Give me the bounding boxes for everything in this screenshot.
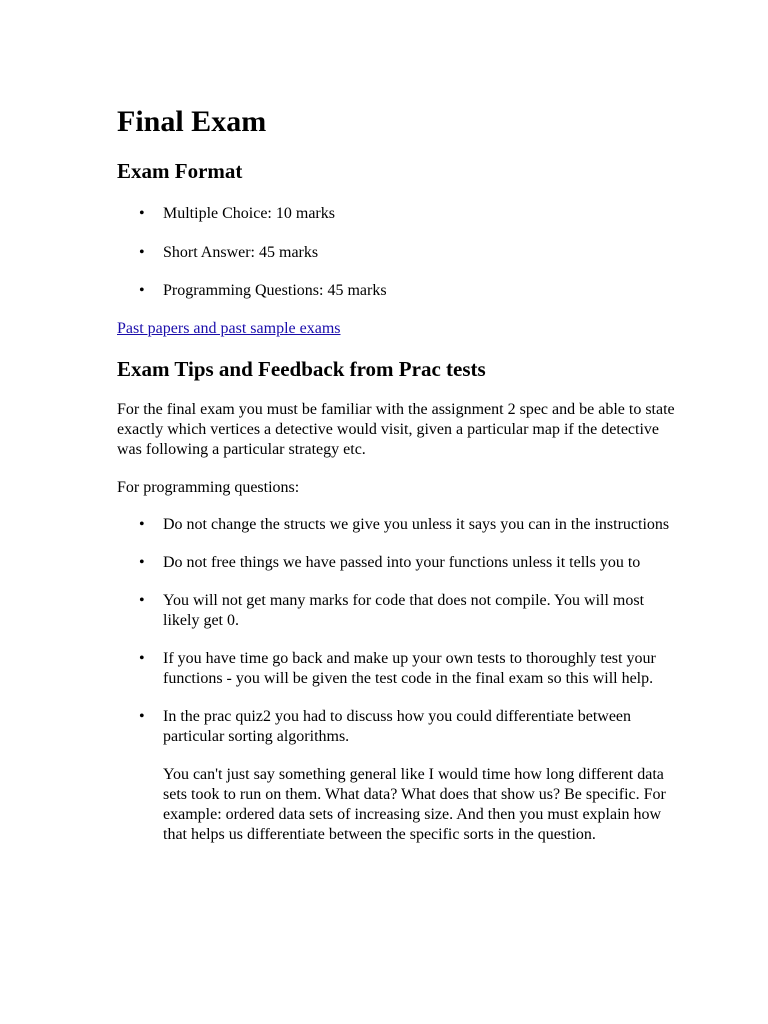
exam-format-heading: Exam Format bbox=[117, 159, 243, 183]
list-item-text: Short Answer: 45 marks bbox=[163, 243, 319, 261]
bullet-icon: • bbox=[139, 515, 145, 533]
list-item-text: You will not get many marks for code that does not compile. You will most likely get 0. bbox=[163, 591, 645, 629]
list-item bbox=[117, 707, 677, 845]
exam-format-list bbox=[117, 204, 677, 301]
bullet-icon: • bbox=[139, 205, 145, 222]
page-title: Final Exam bbox=[117, 105, 267, 138]
programming-questions-intro: For programming questions: bbox=[117, 478, 300, 496]
list-item-text: If you have time go back and make up your own tests to thoroughly test your functions - you will be given the test code in the final exam so this will help. bbox=[163, 649, 656, 687]
bullet-icon: • bbox=[139, 707, 145, 725]
list-item-text: Multiple Choice: 10 marks bbox=[163, 205, 335, 222]
list-item bbox=[117, 553, 677, 573]
list-item bbox=[117, 281, 677, 301]
document-page bbox=[117, 104, 677, 863]
bullet-icon: • bbox=[139, 243, 145, 261]
exam-tips-heading: Exam Tips and Feedback from Prac tests bbox=[117, 356, 486, 381]
past-papers-link[interactable]: Past papers and past sample exams bbox=[117, 319, 341, 337]
tips-intro-paragraph: For the final exam you must be familiar with the assignment 2 spec and be able to state exactly which vertices a detective would visit, given a particular map if the detective was following a particular strategy etc. bbox=[117, 400, 675, 458]
list-item bbox=[117, 515, 677, 535]
list-item bbox=[117, 591, 677, 631]
bullet-icon: • bbox=[139, 553, 145, 571]
list-item-text: Programming Questions: 45 marks bbox=[163, 282, 387, 299]
list-item-text: In the prac quiz2 you had to discuss how you could differentiate between particular sorting algorithms. bbox=[163, 707, 632, 745]
list-item bbox=[117, 243, 677, 263]
bullet-icon: • bbox=[139, 649, 145, 667]
list-item bbox=[117, 649, 677, 689]
bullet-icon: • bbox=[139, 591, 145, 609]
list-item bbox=[117, 204, 677, 224]
list-item-text: Do not change the structs we give you unless it says you can in the instructions bbox=[163, 515, 670, 533]
bullet-icon: • bbox=[139, 282, 145, 299]
list-item-text: Do not free things we have passed into your functions unless it tells you to bbox=[163, 553, 641, 571]
programming-tips-list bbox=[117, 515, 677, 845]
list-item-followup-paragraph: You can't just say something general like I would time how long different data sets took to run on them. What data? What does that show us? Be specific. For example: ordered data sets of increasing size. And then you must explain how that helps us differentiate between the specific sorts in the question. bbox=[163, 765, 666, 843]
